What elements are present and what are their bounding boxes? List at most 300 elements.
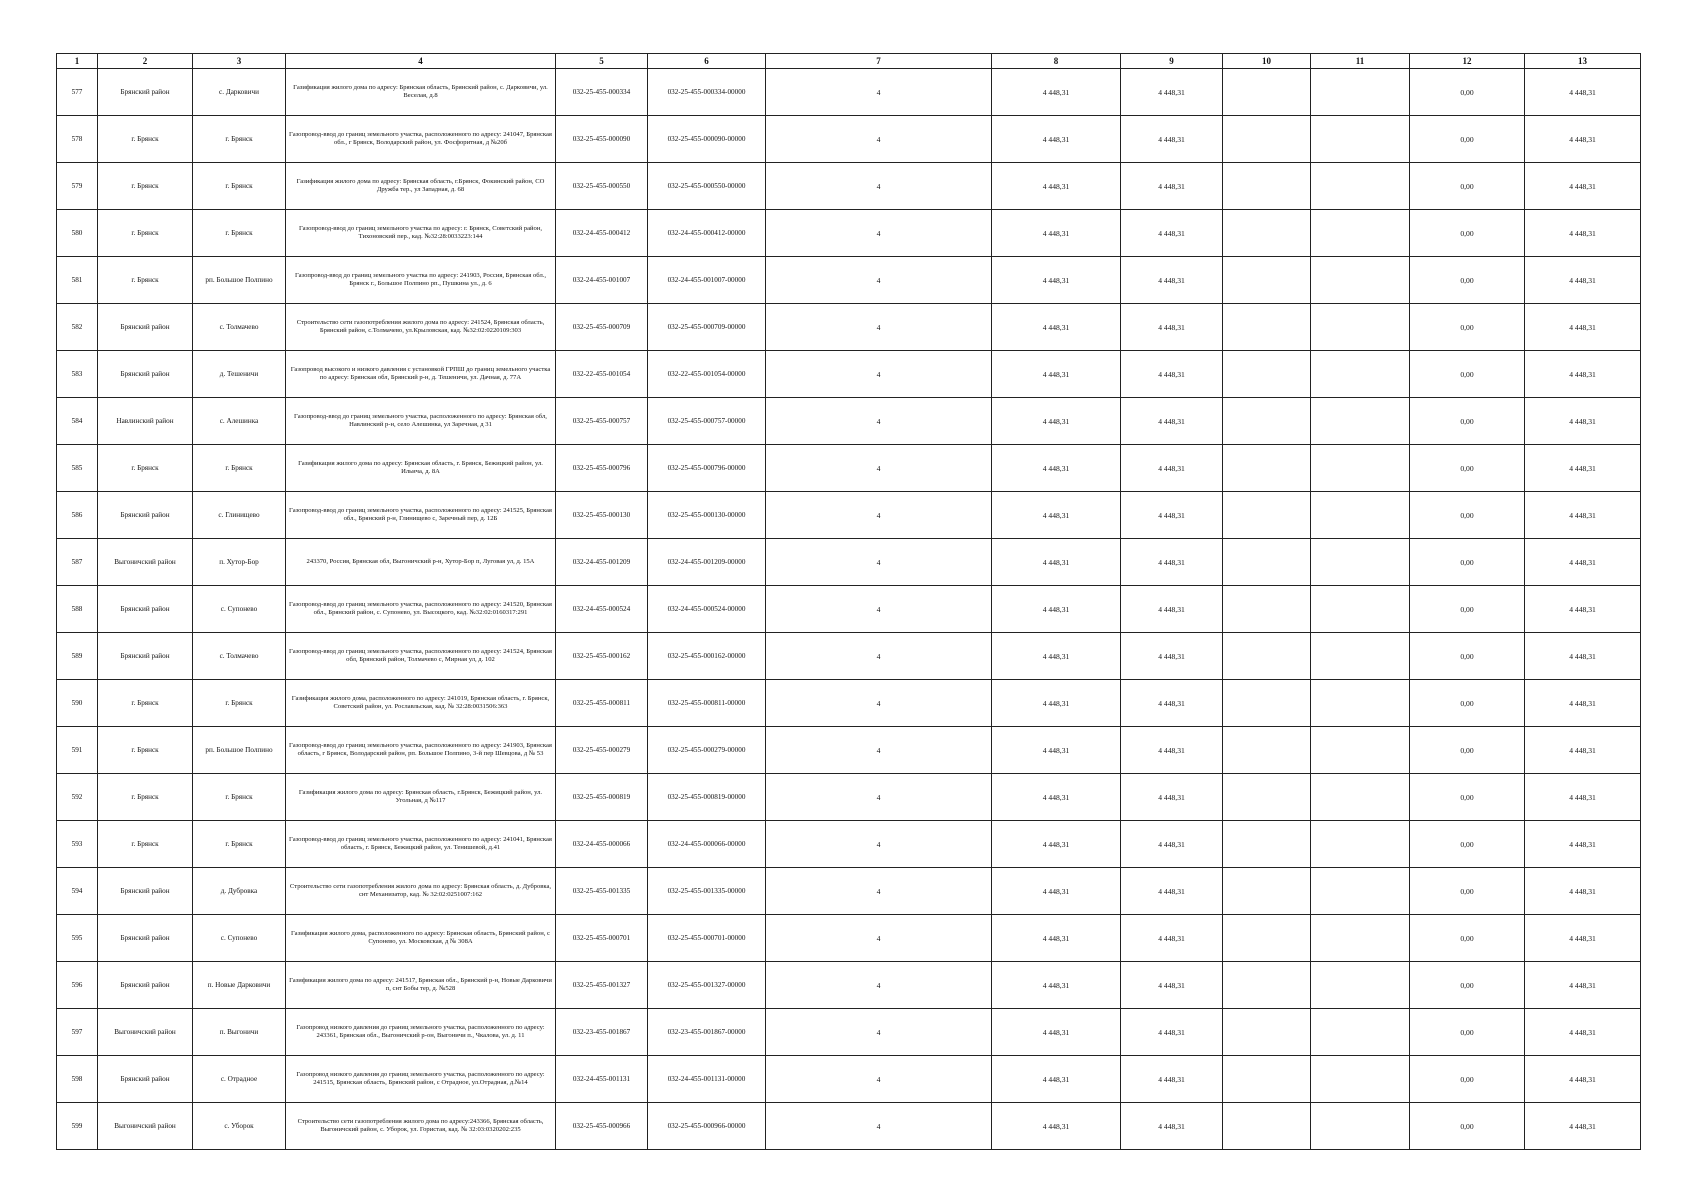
table-cell-col-11 <box>1311 680 1410 727</box>
table-cell-col-9: 4 448,31 <box>1121 633 1223 680</box>
table-cell-col-2: Брянский район <box>98 868 193 915</box>
table-row <box>57 257 1641 304</box>
table-cell-col-6: 032-25-455-001327-00000 <box>648 962 766 1009</box>
table-cell-col-10 <box>1223 69 1311 116</box>
table-row <box>57 539 1641 586</box>
table-cell-col-8: 4 448,31 <box>992 1103 1121 1150</box>
table-cell-col-13: 4 448,31 <box>1525 633 1641 680</box>
column-header-4: 4 <box>286 54 556 69</box>
table-cell-col-6: 032-24-455-000066-00000 <box>648 821 766 868</box>
table-cell-col-8: 4 448,31 <box>992 116 1121 163</box>
column-header-6: 6 <box>648 54 766 69</box>
table-cell-col-5: 032-25-455-000966 <box>556 1103 648 1150</box>
table-cell-col-9: 4 448,31 <box>1121 774 1223 821</box>
table-row <box>57 821 1641 868</box>
table-cell-col-9: 4 448,31 <box>1121 445 1223 492</box>
table-cell-col-3: с. Дарковичи <box>193 69 286 116</box>
column-header-2: 2 <box>98 54 193 69</box>
table-cell-col-9: 4 448,31 <box>1121 210 1223 257</box>
table-cell-col-2: Брянский район <box>98 915 193 962</box>
table-cell-col-4: Газопровод-ввод до границ земельного участка, расположенного по адресу: Брянская обл, Навлинский р-н, село Алешинка, ул Заречная, д 31 <box>286 398 556 445</box>
table-cell-col-3: рп. Большое Полпино <box>193 257 286 304</box>
table-cell-col-6: 032-25-455-000162-00000 <box>648 633 766 680</box>
column-header-5: 5 <box>556 54 648 69</box>
table-cell-col-5: 032-25-455-000334 <box>556 69 648 116</box>
table-cell-col-12: 0,00 <box>1410 586 1525 633</box>
table-cell-col-10 <box>1223 633 1311 680</box>
table-cell-col-5: 032-24-455-001209 <box>556 539 648 586</box>
table-cell-col-1: 596 <box>57 962 98 1009</box>
table-cell-col-5: 032-25-455-000162 <box>556 633 648 680</box>
table-cell-col-10 <box>1223 398 1311 445</box>
table-cell-col-10 <box>1223 727 1311 774</box>
table-cell-col-10 <box>1223 774 1311 821</box>
table-cell-col-3: с. Отрадное <box>193 1056 286 1103</box>
table-cell-col-10 <box>1223 539 1311 586</box>
table-header-row <box>57 54 1641 69</box>
table-cell-col-13: 4 448,31 <box>1525 257 1641 304</box>
table-cell-col-6: 032-23-455-001867-00000 <box>648 1009 766 1056</box>
table-cell-col-3: г. Брянск <box>193 163 286 210</box>
table-cell-col-3: с. Глинищево <box>193 492 286 539</box>
table-cell-col-4: Строительство сети газопотребления жилого дома по адресу: 241524, Брянская область, Брянский район, с.Толмачево, ул.Крыловская, кад. №32:02:0220109:303 <box>286 304 556 351</box>
table-cell-col-2: г. Брянск <box>98 210 193 257</box>
table-cell-col-4: Строительство сети газопотребления жилого дома по адресу:243366, Брянская область, Выгоничский район, с. Уборок, ул. Гористая, кад. № 32:03:0320202:235 <box>286 1103 556 1150</box>
table-cell-col-13: 4 448,31 <box>1525 351 1641 398</box>
table-cell-col-12: 0,00 <box>1410 821 1525 868</box>
table-cell-col-6: 032-25-455-000090-00000 <box>648 116 766 163</box>
table-cell-col-2: Брянский район <box>98 962 193 1009</box>
table-cell-col-11 <box>1311 492 1410 539</box>
table-cell-col-10 <box>1223 915 1311 962</box>
table-cell-col-8: 4 448,31 <box>992 1009 1121 1056</box>
table-cell-col-12: 0,00 <box>1410 539 1525 586</box>
table-cell-col-6: 032-24-455-001209-00000 <box>648 539 766 586</box>
table-cell-col-6: 032-25-455-000819-00000 <box>648 774 766 821</box>
table-cell-col-4: Газопровод-ввод до границ земельного участка, расположенного по адресу: 241041, Брянская область, г. Брянск, Бежицкий район, ул. Тенишевой, д.41 <box>286 821 556 868</box>
table-cell-col-7: 4 <box>766 210 992 257</box>
table-cell-col-1: 580 <box>57 210 98 257</box>
table-cell-col-13: 4 448,31 <box>1525 1103 1641 1150</box>
table-cell-col-7: 4 <box>766 116 992 163</box>
table-cell-col-12: 0,00 <box>1410 163 1525 210</box>
table-cell-col-12: 0,00 <box>1410 116 1525 163</box>
table-cell-col-1: 579 <box>57 163 98 210</box>
table-cell-col-1: 599 <box>57 1103 98 1150</box>
table-cell-col-5: 032-24-455-000524 <box>556 586 648 633</box>
table-cell-col-10 <box>1223 492 1311 539</box>
column-header-9: 9 <box>1121 54 1223 69</box>
table-row <box>57 163 1641 210</box>
table-cell-col-1: 592 <box>57 774 98 821</box>
table-cell-col-9: 4 448,31 <box>1121 821 1223 868</box>
column-header-10: 10 <box>1223 54 1311 69</box>
table-cell-col-5: 032-25-455-000709 <box>556 304 648 351</box>
table-cell-col-5: 032-22-455-001054 <box>556 351 648 398</box>
table-cell-col-11 <box>1311 351 1410 398</box>
table-cell-col-3: п. Хутор-Бор <box>193 539 286 586</box>
table-cell-col-2: г. Брянск <box>98 727 193 774</box>
table-cell-col-1: 582 <box>57 304 98 351</box>
table-cell-col-8: 4 448,31 <box>992 915 1121 962</box>
table-cell-col-12: 0,00 <box>1410 1056 1525 1103</box>
table-cell-col-8: 4 448,31 <box>992 821 1121 868</box>
table-cell-col-6: 032-25-455-000796-00000 <box>648 445 766 492</box>
table-row <box>57 492 1641 539</box>
table-cell-col-5: 032-25-455-001327 <box>556 962 648 1009</box>
table-cell-col-6: 032-25-455-000130-00000 <box>648 492 766 539</box>
table-cell-col-11 <box>1311 398 1410 445</box>
table-cell-col-5: 032-25-455-000090 <box>556 116 648 163</box>
table-cell-col-8: 4 448,31 <box>992 445 1121 492</box>
table-cell-col-6: 032-24-455-000524-00000 <box>648 586 766 633</box>
table-cell-col-8: 4 448,31 <box>992 257 1121 304</box>
table-cell-col-12: 0,00 <box>1410 69 1525 116</box>
table-cell-col-13: 4 448,31 <box>1525 1056 1641 1103</box>
table-row <box>57 1009 1641 1056</box>
table-cell-col-3: г. Брянск <box>193 210 286 257</box>
table-cell-col-8: 4 448,31 <box>992 1056 1121 1103</box>
table-cell-col-10 <box>1223 257 1311 304</box>
table-row <box>57 398 1641 445</box>
table-cell-col-2: Брянский район <box>98 633 193 680</box>
table-cell-col-2: г. Брянск <box>98 445 193 492</box>
table-cell-col-13: 4 448,31 <box>1525 680 1641 727</box>
table-cell-col-6: 032-25-455-000966-00000 <box>648 1103 766 1150</box>
table-cell-col-9: 4 448,31 <box>1121 351 1223 398</box>
table-cell-col-11 <box>1311 1103 1410 1150</box>
table-cell-col-4: Газопровод-ввод до границ земельного участка, расположенного по адресу: 241524, Брянская обл, Брянский район, Толмачево с, Мирная ул, д. 102 <box>286 633 556 680</box>
table-cell-col-10 <box>1223 1103 1311 1150</box>
table-cell-col-8: 4 448,31 <box>992 492 1121 539</box>
table-cell-col-13: 4 448,31 <box>1525 445 1641 492</box>
table-row <box>57 1056 1641 1103</box>
table-row <box>57 351 1641 398</box>
table-cell-col-3: с. Супонево <box>193 586 286 633</box>
table-cell-col-7: 4 <box>766 915 992 962</box>
table-cell-col-3: с. Алешинка <box>193 398 286 445</box>
table-cell-col-4: Газопровод-ввод до границ земельного участка, расположенного по адресу: 241047, Брянская обл., г Брянск, Володарский район, ул. Фосфоритная, д №20б <box>286 116 556 163</box>
table-cell-col-4: Газопровод-ввод до границ земельного участка, расположенного по адресу: 241903, Брянская область, г Брянск, Володарский район, рп. Большое Полпино, 3-й пер Шевцова, д № 53 <box>286 727 556 774</box>
table-cell-col-8: 4 448,31 <box>992 868 1121 915</box>
table-cell-col-13: 4 448,31 <box>1525 398 1641 445</box>
table-cell-col-13: 4 448,31 <box>1525 1009 1641 1056</box>
table-cell-col-2: г. Брянск <box>98 680 193 727</box>
table-cell-col-12: 0,00 <box>1410 445 1525 492</box>
table-cell-col-3: г. Брянск <box>193 116 286 163</box>
table-cell-col-12: 0,00 <box>1410 727 1525 774</box>
table-cell-col-5: 032-24-455-000066 <box>556 821 648 868</box>
table-cell-col-2: Выгоничский район <box>98 1103 193 1150</box>
table-cell-col-4: 243370, Россия, Брянская обл, Выгоничский р-н, Хутор-Бор п, Луговая ул, д. 15А <box>286 539 556 586</box>
table-cell-col-13: 4 448,31 <box>1525 586 1641 633</box>
table-cell-col-7: 4 <box>766 774 992 821</box>
table-cell-col-1: 585 <box>57 445 98 492</box>
table-cell-col-5: 032-25-455-000550 <box>556 163 648 210</box>
table-cell-col-4: Газопровод-ввод до границ земельного участка по адресу: г. Брянск, Советский район, Тихоновский пер., кад. №32:28:0033223:144 <box>286 210 556 257</box>
table-row <box>57 680 1641 727</box>
table-cell-col-11 <box>1311 304 1410 351</box>
table-row <box>57 210 1641 257</box>
table-cell-col-5: 032-25-455-000130 <box>556 492 648 539</box>
table-cell-col-9: 4 448,31 <box>1121 304 1223 351</box>
table-cell-col-1: 598 <box>57 1056 98 1103</box>
table-cell-col-7: 4 <box>766 962 992 1009</box>
table-cell-col-12: 0,00 <box>1410 915 1525 962</box>
table-cell-col-13: 4 448,31 <box>1525 915 1641 962</box>
column-header-3: 3 <box>193 54 286 69</box>
table-cell-col-9: 4 448,31 <box>1121 727 1223 774</box>
table-cell-col-5: 032-25-455-000811 <box>556 680 648 727</box>
table-cell-col-12: 0,00 <box>1410 633 1525 680</box>
table-cell-col-11 <box>1311 727 1410 774</box>
table-cell-col-9: 4 448,31 <box>1121 680 1223 727</box>
table-cell-col-6: 032-24-455-001131-00000 <box>648 1056 766 1103</box>
table-cell-col-10 <box>1223 304 1311 351</box>
table-cell-col-6: 032-22-455-001054-00000 <box>648 351 766 398</box>
table-cell-col-1: 595 <box>57 915 98 962</box>
table-cell-col-2: Брянский район <box>98 586 193 633</box>
table-cell-col-9: 4 448,31 <box>1121 163 1223 210</box>
table-cell-col-6: 032-24-455-001007-00000 <box>648 257 766 304</box>
table-cell-col-12: 0,00 <box>1410 1103 1525 1150</box>
table-cell-col-5: 032-23-455-001867 <box>556 1009 648 1056</box>
table-cell-col-7: 4 <box>766 69 992 116</box>
table-cell-col-5: 032-24-455-001131 <box>556 1056 648 1103</box>
table-cell-col-7: 4 <box>766 163 992 210</box>
table-cell-col-3: г. Брянск <box>193 774 286 821</box>
table-cell-col-8: 4 448,31 <box>992 633 1121 680</box>
table-cell-col-2: Навлинский район <box>98 398 193 445</box>
table-cell-col-9: 4 448,31 <box>1121 1056 1223 1103</box>
column-header-8: 8 <box>992 54 1121 69</box>
table-cell-col-10 <box>1223 210 1311 257</box>
table-cell-col-13: 4 448,31 <box>1525 116 1641 163</box>
table-cell-col-12: 0,00 <box>1410 1009 1525 1056</box>
table-body <box>57 69 1641 1150</box>
table-cell-col-1: 584 <box>57 398 98 445</box>
table-cell-col-1: 578 <box>57 116 98 163</box>
table-cell-col-13: 4 448,31 <box>1525 210 1641 257</box>
table-cell-col-2: Брянский район <box>98 1056 193 1103</box>
table-cell-col-8: 4 448,31 <box>992 304 1121 351</box>
table-cell-col-13: 4 448,31 <box>1525 163 1641 210</box>
table-cell-col-4: Газификация жилого дома по адресу: Брянская область, Брянский район, с. Дарковичи, ул. Веселая, д.8 <box>286 69 556 116</box>
table-cell-col-8: 4 448,31 <box>992 962 1121 1009</box>
table-cell-col-9: 4 448,31 <box>1121 586 1223 633</box>
table-cell-col-4: Газификация жилого дома, расположенного по адресу: Брянская область, Брянский район, с Супонево, ул. Московская, д № 308А <box>286 915 556 962</box>
table-cell-col-9: 4 448,31 <box>1121 257 1223 304</box>
table-row <box>57 868 1641 915</box>
table-cell-col-6: 032-25-455-000709-00000 <box>648 304 766 351</box>
table-cell-col-1: 587 <box>57 539 98 586</box>
table-cell-col-8: 4 448,31 <box>992 680 1121 727</box>
table-cell-col-11 <box>1311 257 1410 304</box>
table-cell-col-11 <box>1311 1056 1410 1103</box>
table-row <box>57 1103 1641 1150</box>
table-cell-col-13: 4 448,31 <box>1525 539 1641 586</box>
table-cell-col-4: Газопровод низкого давления до границ земельного участка, расположенного по адресу: 241515, Брянская область, Брянский район, с Отрадное, ул.Отрадная, д.№14 <box>286 1056 556 1103</box>
table-cell-col-12: 0,00 <box>1410 868 1525 915</box>
table-row <box>57 304 1641 351</box>
table-cell-col-10 <box>1223 586 1311 633</box>
table-cell-col-12: 0,00 <box>1410 680 1525 727</box>
table-cell-col-6: 032-25-455-000811-00000 <box>648 680 766 727</box>
table-cell-col-1: 591 <box>57 727 98 774</box>
table-cell-col-2: г. Брянск <box>98 116 193 163</box>
table-cell-col-8: 4 448,31 <box>992 351 1121 398</box>
table-cell-col-2: г. Брянск <box>98 163 193 210</box>
table-cell-col-11 <box>1311 586 1410 633</box>
table-cell-col-12: 0,00 <box>1410 210 1525 257</box>
table-cell-col-7: 4 <box>766 821 992 868</box>
table-cell-col-7: 4 <box>766 398 992 445</box>
table-cell-col-9: 4 448,31 <box>1121 398 1223 445</box>
table-cell-col-8: 4 448,31 <box>992 586 1121 633</box>
table-cell-col-8: 4 448,31 <box>992 210 1121 257</box>
table-cell-col-4: Газификация жилого дома, расположенного по адресу: 241019, Брянская область, г. Брянск, Советский район, ул. Рославльская, кад. № 32:28:0031506:363 <box>286 680 556 727</box>
table-cell-col-5: 032-25-455-000757 <box>556 398 648 445</box>
table-cell-col-13: 4 448,31 <box>1525 492 1641 539</box>
table-row <box>57 69 1641 116</box>
table-cell-col-1: 597 <box>57 1009 98 1056</box>
table-cell-col-12: 0,00 <box>1410 304 1525 351</box>
table-cell-col-4: Строительство сети газопотребления жилого дома по адресу: Брянская область, д. Дубровка, снт Механизатор, кад. № 32:02:0251007:162 <box>286 868 556 915</box>
table-cell-col-6: 032-24-455-000412-00000 <box>648 210 766 257</box>
table-cell-col-5: 032-24-455-001007 <box>556 257 648 304</box>
table-cell-col-3: рп. Большое Полпино <box>193 727 286 774</box>
table-cell-col-11 <box>1311 116 1410 163</box>
column-header-7: 7 <box>766 54 992 69</box>
table-cell-col-12: 0,00 <box>1410 351 1525 398</box>
table-cell-col-11 <box>1311 962 1410 1009</box>
table-cell-col-7: 4 <box>766 304 992 351</box>
table-cell-col-13: 4 448,31 <box>1525 821 1641 868</box>
table-cell-col-11 <box>1311 868 1410 915</box>
table-cell-col-13: 4 448,31 <box>1525 962 1641 1009</box>
table-cell-col-9: 4 448,31 <box>1121 915 1223 962</box>
table-cell-col-7: 4 <box>766 445 992 492</box>
table-cell-col-4: Газопровод-ввод до границ земельного участка, расположенного по адресу: 241520, Брянская обл., Брянский район, с. Супонево, ул. Высоцкого, кад. №32:02:0160317:291 <box>286 586 556 633</box>
table-cell-col-6: 032-25-455-000334-00000 <box>648 69 766 116</box>
table-cell-col-8: 4 448,31 <box>992 398 1121 445</box>
table-cell-col-6: 032-25-455-000701-00000 <box>648 915 766 962</box>
table-cell-col-3: г. Брянск <box>193 680 286 727</box>
table-cell-col-12: 0,00 <box>1410 492 1525 539</box>
table-cell-col-13: 4 448,31 <box>1525 868 1641 915</box>
table-cell-col-4: Газификация жилого дома по адресу: Брянская область, г.Брянск, Бежицкий район, ул. Угольная, д №117 <box>286 774 556 821</box>
table-cell-col-3: д. Дубровка <box>193 868 286 915</box>
table-cell-col-12: 0,00 <box>1410 962 1525 1009</box>
column-header-11: 11 <box>1311 54 1410 69</box>
table-cell-col-2: Брянский район <box>98 69 193 116</box>
table-cell-col-11 <box>1311 210 1410 257</box>
table-cell-col-8: 4 448,31 <box>992 539 1121 586</box>
table-cell-col-11 <box>1311 69 1410 116</box>
table-row <box>57 962 1641 1009</box>
table-cell-col-11 <box>1311 915 1410 962</box>
table-cell-col-2: Брянский район <box>98 492 193 539</box>
table-cell-col-4: Газопровод высокого и низкого давления с установкой ГРПШ до границ земельного участка по адресу: Брянская обл, Брянский р-н, д. Тешеничи, ул. Дачная, д. 77А <box>286 351 556 398</box>
table-cell-col-13: 4 448,31 <box>1525 727 1641 774</box>
table-cell-col-2: г. Брянск <box>98 774 193 821</box>
table-cell-col-13: 4 448,31 <box>1525 69 1641 116</box>
table-cell-col-1: 590 <box>57 680 98 727</box>
table-cell-col-10 <box>1223 1009 1311 1056</box>
table-row <box>57 774 1641 821</box>
table-cell-col-9: 4 448,31 <box>1121 1009 1223 1056</box>
table-cell-col-11 <box>1311 821 1410 868</box>
table-cell-col-11 <box>1311 633 1410 680</box>
table-cell-col-4: Газификация жилого дома по адресу: 241517, Брянская обл., Брянский р-н, Новые Дарковичи п, снт Бобы тер, д. №528 <box>286 962 556 1009</box>
table-cell-col-8: 4 448,31 <box>992 69 1121 116</box>
column-header-12: 12 <box>1410 54 1525 69</box>
table-cell-col-3: г. Брянск <box>193 445 286 492</box>
table-cell-col-7: 4 <box>766 492 992 539</box>
table-cell-col-1: 577 <box>57 69 98 116</box>
table-cell-col-9: 4 448,31 <box>1121 1103 1223 1150</box>
table-cell-col-10 <box>1223 821 1311 868</box>
table-cell-col-13: 4 448,31 <box>1525 774 1641 821</box>
table-cell-col-11 <box>1311 539 1410 586</box>
table-cell-col-7: 4 <box>766 257 992 304</box>
table-cell-col-10 <box>1223 868 1311 915</box>
table-row <box>57 915 1641 962</box>
table-cell-col-1: 594 <box>57 868 98 915</box>
column-header-13: 13 <box>1525 54 1641 69</box>
table-cell-col-5: 032-25-455-000701 <box>556 915 648 962</box>
table-cell-col-1: 581 <box>57 257 98 304</box>
table-cell-col-5: 032-25-455-000279 <box>556 727 648 774</box>
table-cell-col-2: Брянский район <box>98 351 193 398</box>
table-cell-col-5: 032-25-455-001335 <box>556 868 648 915</box>
table-cell-col-12: 0,00 <box>1410 774 1525 821</box>
table-cell-col-5: 032-24-455-000412 <box>556 210 648 257</box>
table-cell-col-3: с. Уборок <box>193 1103 286 1150</box>
table-row <box>57 727 1641 774</box>
table-cell-col-11 <box>1311 445 1410 492</box>
table-cell-col-4: Газификация жилого дома по адресу: Брянская область, г. Брянск, Бежицкий район, ул. Ильича, д. 8А <box>286 445 556 492</box>
table-cell-col-10 <box>1223 680 1311 727</box>
table-cell-col-1: 593 <box>57 821 98 868</box>
table-cell-col-7: 4 <box>766 727 992 774</box>
table-cell-col-1: 586 <box>57 492 98 539</box>
column-header-1: 1 <box>57 54 98 69</box>
table-cell-col-7: 4 <box>766 1009 992 1056</box>
table-row <box>57 586 1641 633</box>
table-cell-col-3: с. Супонево <box>193 915 286 962</box>
table-row <box>57 633 1641 680</box>
table-cell-col-10 <box>1223 351 1311 398</box>
table-cell-col-10 <box>1223 163 1311 210</box>
table-cell-col-9: 4 448,31 <box>1121 69 1223 116</box>
table-cell-col-2: г. Брянск <box>98 821 193 868</box>
table-row <box>57 116 1641 163</box>
table-cell-col-7: 4 <box>766 539 992 586</box>
table-cell-col-7: 4 <box>766 1103 992 1150</box>
document-sheet <box>56 53 1640 1150</box>
table-cell-col-3: д. Тешеничи <box>193 351 286 398</box>
table-cell-col-2: г. Брянск <box>98 257 193 304</box>
table-cell-col-11 <box>1311 163 1410 210</box>
table-cell-col-10 <box>1223 116 1311 163</box>
table-cell-col-9: 4 448,31 <box>1121 962 1223 1009</box>
data-table <box>56 53 1641 1150</box>
table-cell-col-9: 4 448,31 <box>1121 116 1223 163</box>
table-row <box>57 445 1641 492</box>
table-cell-col-6: 032-25-455-000550-00000 <box>648 163 766 210</box>
table-cell-col-1: 588 <box>57 586 98 633</box>
